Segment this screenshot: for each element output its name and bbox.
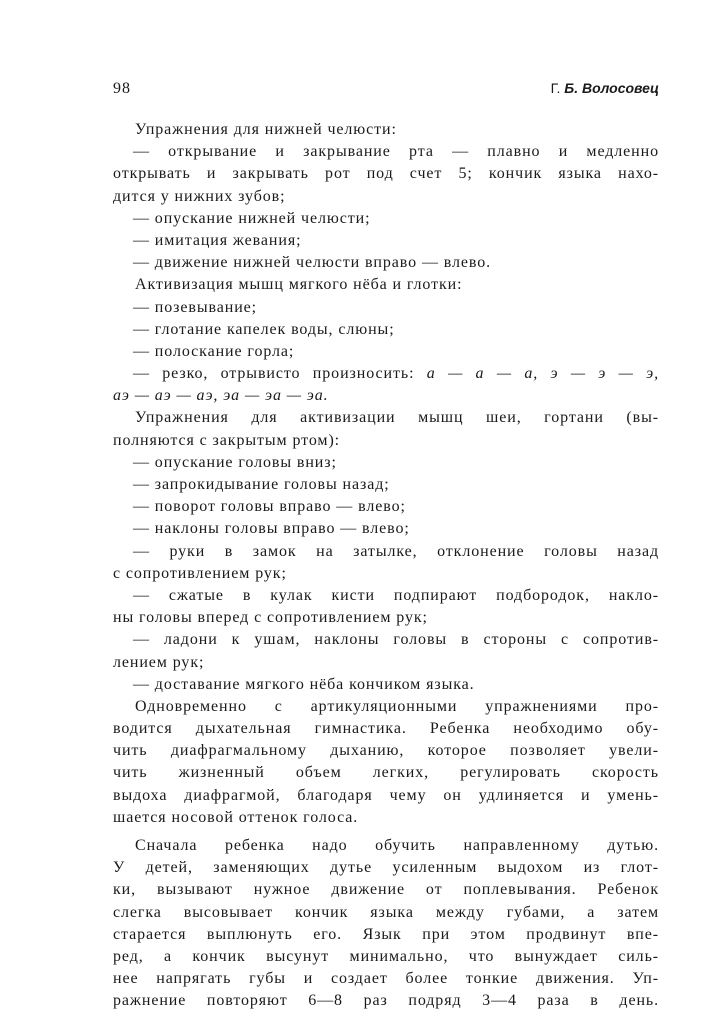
text-line: — сжатые в кулак кисти подпирают подбородок, накло-: [133, 586, 659, 604]
running-head: [551, 80, 659, 96]
text-line: — открывание и закрывание рта — плавно и медленно: [133, 143, 659, 161]
page-header: [113, 80, 659, 104]
text-line: У детей, заменяющих дутье усиленным выдохом из глот-: [113, 859, 659, 877]
italic-fragment: а — а — а, э — э — э,: [426, 365, 659, 383]
text-line: ред, а кончик высунут минимально, что вынуждает силь-: [113, 947, 659, 965]
text-line: Активизация мышц мягкого нёба и глотки:: [135, 276, 463, 294]
text-line: слегка высовывает кончик языка между губами, а затем: [113, 903, 659, 921]
text-line: [113, 363, 659, 385]
italic-fragment: аэ — аэ — аэ, эа — эа — эа.: [113, 387, 329, 405]
text-line: Одновременно с артикуляционными упражнениями про-: [135, 697, 659, 715]
text-line: лением рук;: [113, 653, 205, 671]
text-line: — имитация жевания;: [133, 231, 302, 249]
author-initial: Г.: [550, 80, 561, 96]
text-line: нее напрягать губы и создает более тонкие движения. Уп-: [113, 970, 659, 988]
text-line: выдоха диафрагмой, благодаря чему он удлиняется и умень-: [113, 786, 659, 804]
page-number: 98: [113, 80, 131, 97]
text-line: — позевывание;: [133, 298, 258, 316]
text-line: — полоскание горла;: [133, 342, 295, 360]
text-line: ны головы вперед с сопротивлением рук;: [113, 609, 428, 627]
text-line: водится дыхательная гимнастика. Ребенка необходимо обу-: [113, 720, 659, 738]
text-line: открывать и закрывать рот под счет 5; кончик языка нахо-: [113, 165, 659, 183]
body-text: [113, 119, 659, 1013]
text-line: — доставание мягкого нёба кончиком языка.: [133, 675, 475, 693]
text-fragment: — резко, отрывисто произносить:: [133, 365, 415, 383]
text-line: — глотание капелек воды, слюны;: [133, 320, 395, 338]
author-name: Б. Волосовец: [564, 80, 659, 96]
text-line: — движение нижней челюсти вправо — влево.: [133, 254, 492, 272]
text-line: — наклоны головы вправо — влево;: [133, 520, 410, 538]
text-line: шается носовой оттенок голоса.: [113, 808, 359, 826]
text-line: — запрокидывание головы назад;: [133, 476, 390, 493]
text-line: Упражнения для нижней челюсти:: [135, 121, 397, 138]
text-line: — опускание головы вниз;: [133, 453, 337, 471]
text-line: ражнение повторяют 6—8 раз подряд 3—4 раза в день.: [113, 992, 659, 1010]
text-line: полняются с закрытым ртом):: [113, 431, 341, 449]
text-line: чить жизненный объем легких, регулировать скорость: [113, 764, 659, 782]
text-line: старается выплюнуть его. Язык при этом продвинут впе-: [113, 925, 659, 943]
text-line: Упражнения для активизации мышц шеи, гортани (вы-: [135, 409, 659, 427]
text-line: дится у нижних зубов;: [113, 187, 286, 205]
text-line: — опускание нижней челюсти;: [133, 209, 371, 227]
text-line: [113, 385, 659, 407]
text-line: — ладони к ушам, наклоны головы в стороны с сопротив-: [133, 631, 659, 649]
text-line: чить диафрагмальному дыханию, которое позволяет увели-: [113, 742, 659, 760]
text-line: Сначала ребенка надо обучить направленному дутью.: [135, 837, 659, 854]
text-line: с сопротивлением рук;: [113, 564, 287, 582]
text-line: — руки в замок на затылке, отклонение головы назад: [133, 542, 659, 560]
text-line: — поворот головы вправо — влево;: [133, 498, 406, 516]
text-line: ки, вызывают нужное движение от поплевывания. Ребенок: [113, 881, 659, 899]
